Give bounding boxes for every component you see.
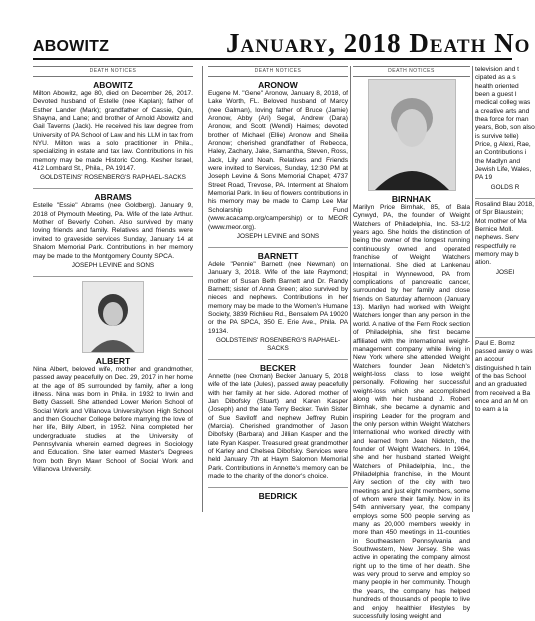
obituary-name: ALBERT xyxy=(95,355,131,366)
divider xyxy=(208,359,348,360)
portrait-icon xyxy=(83,282,143,352)
obituary-name: ABRAMS xyxy=(94,192,132,203)
obituary-text: Marilyn Price Birnhak, 85, of Bala Cynwyd, PA, the founder of Weight Watchers of Philadelphia, Inc. 53-1/2 years ago. She holds the distinction of being the owner of the longest running continuously owned and operated franchise of Weight Watchers International. She died at Lankenau Hospital in Wynnewood, PA from complications of pancreatic cancer, surrounded by her family and close friends on Saturday afternoon (January 13). Marilyn had worked with Weight Watchers longer than any person in the world. A native of the Fern Rock section of Philadelphia, she first became affiliated with the international weight-management company while living in New York where she attended Weight Watchers founder Jean Nidetch's weight-loss class to lose weight personally. Following her successful weight-loss which she accomplished along with her husband J. Robert Birnhak, she became a dynamic and inspiring Leader for the program and the only person within Weight Watchers International who worked directly with and learned from Jean Nidetch, the founder of Weight Watchers. In 1964, she and her husband started Weight Watchers of Philadelphia, Inc., the Philadelphia franchise, in the Mount Airy section of the city with two meetings and just eight members, some of whom were their family. Now in its 54th anniversary year, the company employs some 500 people serving as many as 20,000 members weekly in more than 450 meetings in 11-counties in Southeastern Pennsylvania and Southwestern, New Jersey. She was active in operating the company almost right up to the time of her death. She was very proud to serve and employ so many people in her community. Though the years, the company has helped hundreds of thousands of people to live and enjoy healthier lifestyles by successfully losing weight and xyxy=(353,204,470,620)
funeral-home: JOSEPH LEVINE and SONS xyxy=(236,232,320,240)
obituary-name: ARONOW xyxy=(258,80,298,90)
divider xyxy=(208,247,348,248)
obituary-text: Annette (nee Oxman) Becker January 5, 2018 wife of the late (Jules), passed away peacefully with her family at her side. Adored mother of Jan Dibofsky (Stuart) and Karen Kasper (Joseph) and the late Terry Becker. Twin Sister of Sue Saviloff and nephew Jeffrey Rubin (Marcia). Cherished grandmother of Jason Dibofsky (Barbara) and Jillian Kasper and the late Ryan Kasper. Treasured great grandmother of Karley and Chelsea Dibofsky. Services were held January 7th at Haym Salomon Memorial Park. Contributions in Annette's memory can be made to the charity of the donor's choice. xyxy=(208,372,348,481)
obituary-text: Eugene M. "Gene" Aronow, January 8, 2018, of Lake Worth, FL. Beloved husband of Marcy (nee Galman), loving father of Bruce (Jamie) Aronow, Abby (Ari) Segal, Andrew (Dara) Aronow, and Scott (Wendi) Haimes; devoted brother of Michael (Ellie) Aronow and Sheila Aronow; cherished grandfather of Rebecca, Haley, Zachary, Jake, Samantha, Steven, Ross, Jack, Lily and Noah. Relatives and Friends were invited to Services, Sunday, 12:30 PM at Joseph Levine & Sons Memorial Chapel; 4737 Street Road, Trevose, PA. Interment at Shalom Memorial Park. In lieu of flowers contributions in his memory may be made to Camp Lee Mar Scholarship Fund (www.acacamp.org/campership) or to MEOR (www.meor.org). xyxy=(208,90,348,231)
funeral-home: GOLDSTEINS' ROSENBERG'S RAPHAEL-SACKS xyxy=(215,336,341,352)
obituary-text: Nina Albert, beloved wife, mother and grandmother, passed away peacefully on Dec. 29, 2017 in her home at the age of 85 surrounded by family, after a long illness. Nina was born in Phila. in 1932 to Irwin and Betty Gassell. She attended Lower Merion School of Social Work and Villanova University/son High School and then Goucher College before marrying the love of her life, Billy Albert, in 1952. Nina completed her undergraduate studies at the University of Pennsylvania wherein earned degrees in Sociology and Education. She later earned Master's Degrees from both Bryn Mawr School of Social Work and Villanova University. xyxy=(33,365,193,473)
divider xyxy=(208,487,348,488)
divider xyxy=(33,276,193,277)
obituary-name: ABOWITZ xyxy=(93,80,133,90)
section-band: DEATH NOTICES xyxy=(33,66,193,77)
obituary-text: Milton Abowitz, age 80, died on December 26, 2017. Devoted husband of Estelle (nee Kaplan); father of Esther Lander (Mark); grandfather of Cassie, Quin, Shayna, and Lane; and brother of Arnold Abowitz and Gail Taverns (Jack). He received his law degree from University of PA School of Law and his LLM in tax from NYU. Milton was a solo practitioner in Phila., specializing in estate and tax law. Contributions in his memory may be made Historic Cong. Kesher Israel, 412 Lombard St., Phila., PA 19147. xyxy=(33,90,193,173)
header-family-name: ABOWITZ xyxy=(33,38,110,55)
column-divider xyxy=(350,66,351,512)
column-divider xyxy=(472,66,473,512)
obituary-text: Paul E. Bomz passed away o was an accour distinguished h tain of the bas School and an graduated from received a Ba ence and an M on to earn a la xyxy=(475,339,533,414)
obituary-name: BIRNHAK xyxy=(391,194,432,204)
divider xyxy=(475,198,535,199)
obituary-text: Rosalind Blau 2018, of Spr Blaustein; Mot mother of Ma Bernice Moll. nephews. Serv respectfully re memory may b ation. xyxy=(475,200,535,267)
obituary-text: television and t cipated as a s health oriented been a guest l medical colleg was a creative arts and thea force for man years, Bob, son also is survive telle) Price, g Alexi, Rae, an Contributions i the Madlyn and Jewish Life, Wales, PA 19 xyxy=(475,66,535,182)
column-2 xyxy=(208,66,348,512)
funeral-home: GOLDSTEINS' ROSENBERG'S RAPHAEL-SACKS xyxy=(40,174,186,182)
column-4 xyxy=(475,66,535,512)
obituary-name: BECKER xyxy=(260,362,296,373)
divider xyxy=(475,337,535,338)
header-rule xyxy=(33,58,512,60)
page-title: January, 2018 Death No xyxy=(226,28,531,58)
portrait-icon xyxy=(369,80,455,190)
funeral-home: GOLDS R xyxy=(490,183,520,191)
obituary-name: BARNETT xyxy=(257,250,299,261)
portrait-photo xyxy=(82,281,144,353)
funeral-home: JOSEI xyxy=(495,268,515,276)
obituary-text: Adele "Pennie" Barnett (nee Newman) on January 3, 2018. Wife of the late Raymond; mother of Susan Beth Barnett and Dr. Randy Barnett; sister of Anna Green; also survived by nieces and nephews. Contributions in her memory may be made to the Women's Humane Society, 3839 Richlieu Rd., Bensalem PA 19020 or the PA SPCA, 350 E. Erie Ave., Phila. PA 19134. xyxy=(208,260,348,335)
section-band: DEATH NOTICES xyxy=(208,66,348,77)
funeral-home: JOSEPH LEVINE and SONS xyxy=(71,261,155,269)
obituary-text: Estelle "Essie" Abrams (nee Goldberg). January 9, 2018 of Plymouth Meeting, Pa. Wife of the late Arthur. Mother of Beverly Cohen. Also survived by many loving friends and family. Relatives and friends were invited to graveside services Sunday, January 14 at Shalom Memorial Park. Contributions in her memory may be made to the Montgomery County SPCA. xyxy=(33,202,193,260)
section-band: DEATH NOTICES xyxy=(353,66,470,77)
column-1 xyxy=(33,66,193,512)
portrait-photo xyxy=(368,79,456,191)
obituary-name: BEDRICK xyxy=(258,491,298,502)
column-3 xyxy=(353,66,470,620)
divider xyxy=(33,188,193,189)
column-divider xyxy=(202,66,203,512)
